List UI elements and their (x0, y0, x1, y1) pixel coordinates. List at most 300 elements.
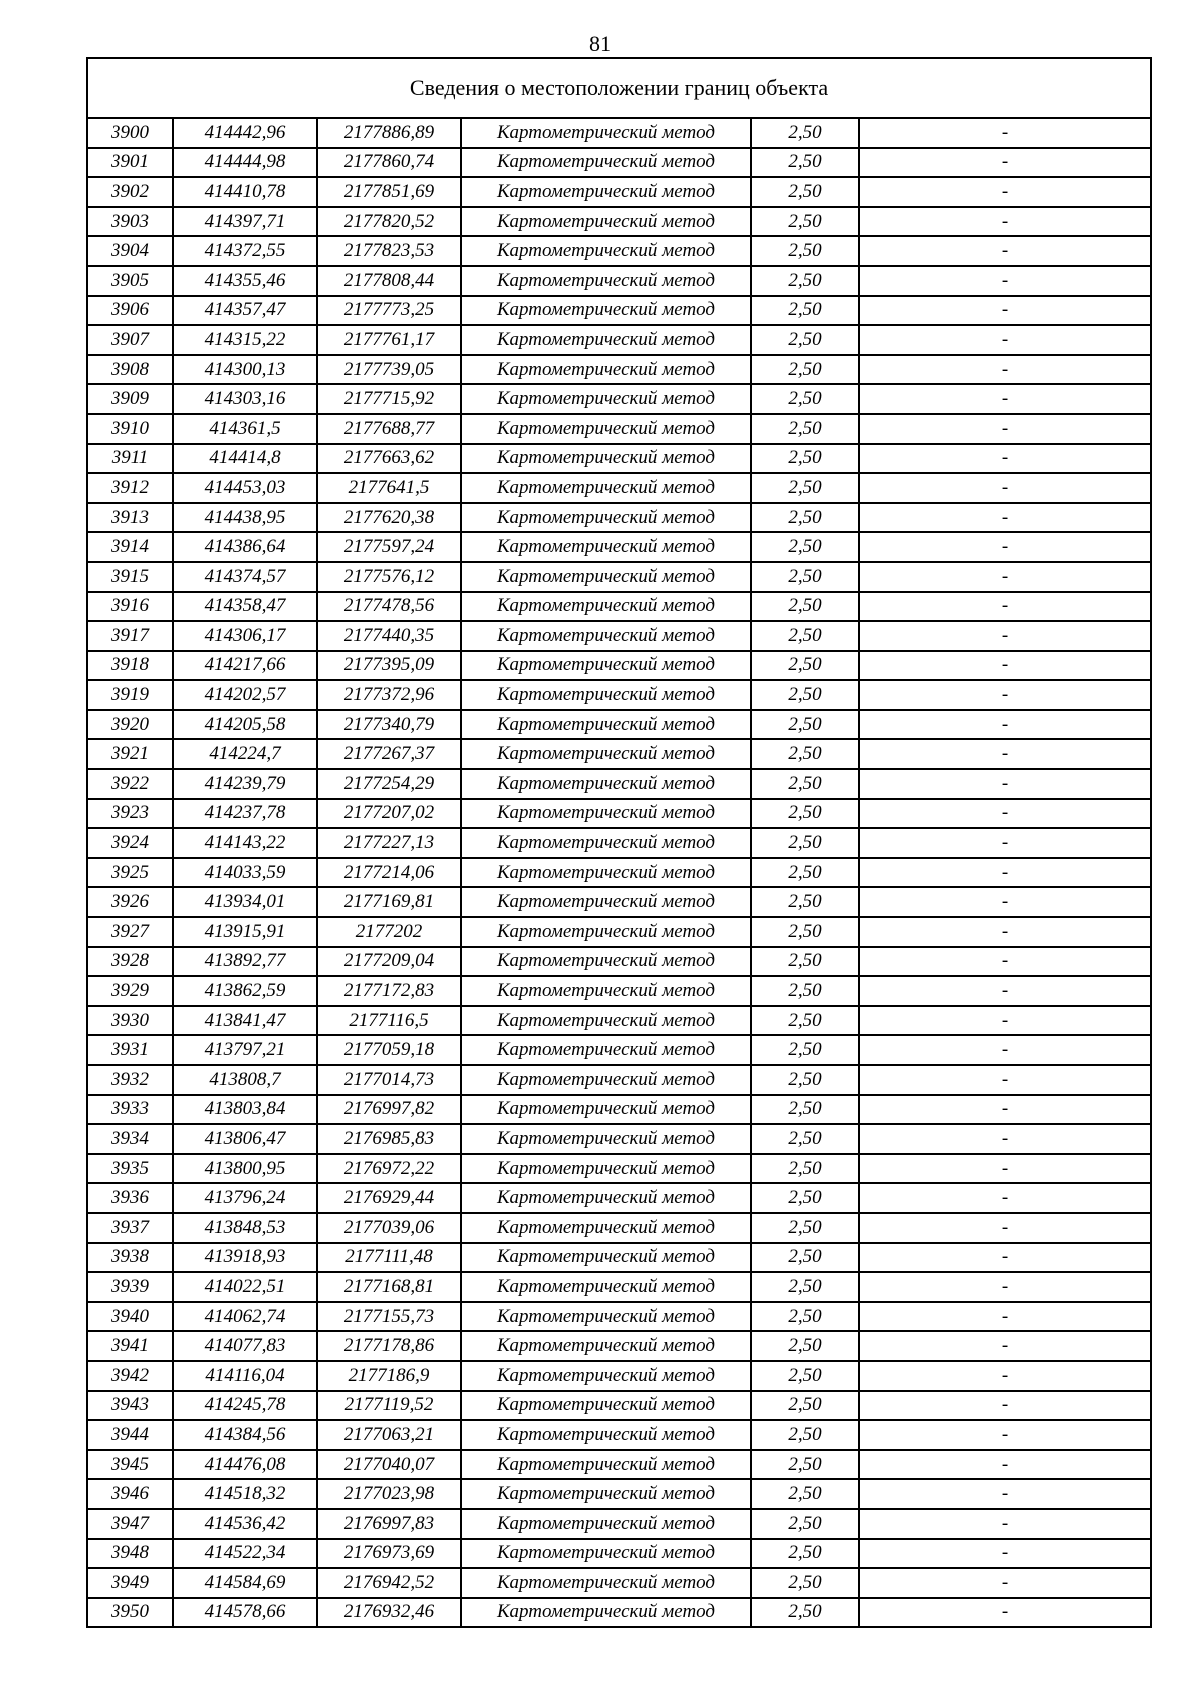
table-row (87, 976, 1151, 1006)
y-coordinate-cell: 2177886,89 (317, 118, 461, 148)
description-cell: - (859, 207, 1151, 237)
table-row (87, 917, 1151, 947)
precision-cell: 2,50 (751, 976, 859, 1006)
method-cell: Картометрический метод (461, 1302, 751, 1332)
x-coordinate-cell: 413915,91 (173, 917, 317, 947)
x-coordinate-cell: 414522,34 (173, 1539, 317, 1569)
table-row (87, 296, 1151, 326)
description-cell: - (859, 473, 1151, 503)
x-coordinate-cell: 414361,5 (173, 414, 317, 444)
precision-cell: 2,50 (751, 473, 859, 503)
description-cell: - (859, 828, 1151, 858)
method-cell: Картометрический метод (461, 1450, 751, 1480)
method-cell: Картометрический метод (461, 1361, 751, 1391)
point-number-cell: 3922 (87, 769, 173, 799)
method-cell: Картометрический метод (461, 207, 751, 237)
y-coordinate-cell: 2177063,21 (317, 1420, 461, 1450)
description-cell: - (859, 503, 1151, 533)
table-row (87, 828, 1151, 858)
x-coordinate-cell: 413848,53 (173, 1213, 317, 1243)
description-cell: - (859, 266, 1151, 296)
table-row (87, 1272, 1151, 1302)
point-number-cell: 3932 (87, 1065, 173, 1095)
table-row (87, 473, 1151, 503)
precision-cell: 2,50 (751, 917, 859, 947)
point-number-cell: 3943 (87, 1391, 173, 1421)
page-number: 81 (589, 31, 611, 56)
y-coordinate-cell: 2177715,92 (317, 384, 461, 414)
y-coordinate-cell: 2177014,73 (317, 1065, 461, 1095)
table-row (87, 1420, 1151, 1450)
precision-cell: 2,50 (751, 887, 859, 917)
method-cell: Картометрический метод (461, 1124, 751, 1154)
y-coordinate-cell: 2177116,5 (317, 1006, 461, 1036)
table-row (87, 1331, 1151, 1361)
x-coordinate-cell: 414239,79 (173, 769, 317, 799)
y-coordinate-cell: 2177395,09 (317, 651, 461, 681)
method-cell: Картометрический метод (461, 414, 751, 444)
point-number-cell: 3901 (87, 148, 173, 178)
description-cell: - (859, 1154, 1151, 1184)
precision-cell: 2,50 (751, 1154, 859, 1184)
point-number-cell: 3902 (87, 177, 173, 207)
table-row (87, 444, 1151, 474)
description-cell: - (859, 444, 1151, 474)
point-number-cell: 3905 (87, 266, 173, 296)
x-coordinate-cell: 413934,01 (173, 887, 317, 917)
method-cell: Картометрический метод (461, 947, 751, 977)
x-coordinate-cell: 414116,04 (173, 1361, 317, 1391)
x-coordinate-cell: 414303,16 (173, 384, 317, 414)
table-row (87, 532, 1151, 562)
x-coordinate-cell: 414357,47 (173, 296, 317, 326)
description-cell: - (859, 1539, 1151, 1569)
precision-cell: 2,50 (751, 651, 859, 681)
x-coordinate-cell: 414315,22 (173, 325, 317, 355)
description-cell: - (859, 1272, 1151, 1302)
x-coordinate-cell: 414442,96 (173, 118, 317, 148)
precision-cell: 2,50 (751, 503, 859, 533)
description-cell: - (859, 887, 1151, 917)
table-row (87, 355, 1151, 385)
x-coordinate-cell: 413841,47 (173, 1006, 317, 1036)
table-row (87, 947, 1151, 977)
point-number-cell: 3941 (87, 1331, 173, 1361)
method-cell: Картометрический метод (461, 266, 751, 296)
point-number-cell: 3942 (87, 1361, 173, 1391)
point-number-cell: 3949 (87, 1568, 173, 1598)
precision-cell: 2,50 (751, 858, 859, 888)
table-row (87, 325, 1151, 355)
precision-cell: 2,50 (751, 1450, 859, 1480)
description-cell: - (859, 296, 1151, 326)
description-cell: - (859, 799, 1151, 829)
method-cell: Картометрический метод (461, 828, 751, 858)
point-number-cell: 3906 (87, 296, 173, 326)
table-row (87, 1124, 1151, 1154)
table-row (87, 651, 1151, 681)
x-coordinate-cell: 414518,32 (173, 1479, 317, 1509)
point-number-cell: 3948 (87, 1539, 173, 1569)
method-cell: Картометрический метод (461, 1154, 751, 1184)
x-coordinate-cell: 414245,78 (173, 1391, 317, 1421)
table-row (87, 148, 1151, 178)
description-cell: - (859, 1006, 1151, 1036)
x-coordinate-cell: 413806,47 (173, 1124, 317, 1154)
precision-cell: 2,50 (751, 562, 859, 592)
y-coordinate-cell: 2177823,53 (317, 236, 461, 266)
precision-cell: 2,50 (751, 1331, 859, 1361)
precision-cell: 2,50 (751, 532, 859, 562)
point-number-cell: 3916 (87, 592, 173, 622)
description-cell: - (859, 680, 1151, 710)
point-number-cell: 3950 (87, 1598, 173, 1628)
point-number-cell: 3947 (87, 1509, 173, 1539)
method-cell: Картометрический метод (461, 444, 751, 474)
precision-cell: 2,50 (751, 680, 859, 710)
description-cell: - (859, 1243, 1151, 1273)
x-coordinate-cell: 414372,55 (173, 236, 317, 266)
point-number-cell: 3911 (87, 444, 173, 474)
x-coordinate-cell: 413803,84 (173, 1095, 317, 1125)
method-cell: Картометрический метод (461, 1183, 751, 1213)
description-cell: - (859, 769, 1151, 799)
description-cell: - (859, 1213, 1151, 1243)
method-cell: Картометрический метод (461, 1272, 751, 1302)
x-coordinate-cell: 414476,08 (173, 1450, 317, 1480)
precision-cell: 2,50 (751, 1272, 859, 1302)
y-coordinate-cell: 2176972,22 (317, 1154, 461, 1184)
point-number-cell: 3915 (87, 562, 173, 592)
table-row (87, 1598, 1151, 1628)
y-coordinate-cell: 2177773,25 (317, 296, 461, 326)
x-coordinate-cell: 414077,83 (173, 1331, 317, 1361)
point-number-cell: 3933 (87, 1095, 173, 1125)
description-cell: - (859, 1509, 1151, 1539)
x-coordinate-cell: 414306,17 (173, 621, 317, 651)
point-number-cell: 3914 (87, 532, 173, 562)
x-coordinate-cell: 413808,7 (173, 1065, 317, 1095)
description-cell: - (859, 1183, 1151, 1213)
method-cell: Картометрический метод (461, 296, 751, 326)
table-row (87, 710, 1151, 740)
point-number-cell: 3931 (87, 1035, 173, 1065)
method-cell: Картометрический метод (461, 1509, 751, 1539)
method-cell: Картометрический метод (461, 1006, 751, 1036)
point-number-cell: 3924 (87, 828, 173, 858)
method-cell: Картометрический метод (461, 118, 751, 148)
table-row (87, 1065, 1151, 1095)
table-row (87, 1243, 1151, 1273)
y-coordinate-cell: 2177641,5 (317, 473, 461, 503)
description-cell: - (859, 325, 1151, 355)
table-row (87, 858, 1151, 888)
y-coordinate-cell: 2176997,82 (317, 1095, 461, 1125)
table-row (87, 1509, 1151, 1539)
y-coordinate-cell: 2177620,38 (317, 503, 461, 533)
description-cell: - (859, 592, 1151, 622)
method-cell: Картометрический метод (461, 739, 751, 769)
y-coordinate-cell: 2177340,79 (317, 710, 461, 740)
precision-cell: 2,50 (751, 1539, 859, 1569)
x-coordinate-cell: 414143,22 (173, 828, 317, 858)
precision-cell: 2,50 (751, 1183, 859, 1213)
x-coordinate-cell: 414237,78 (173, 799, 317, 829)
table-row (87, 207, 1151, 237)
precision-cell: 2,50 (751, 1391, 859, 1421)
x-coordinate-cell: 414202,57 (173, 680, 317, 710)
precision-cell: 2,50 (751, 444, 859, 474)
x-coordinate-cell: 413797,21 (173, 1035, 317, 1065)
method-cell: Картометрический метод (461, 384, 751, 414)
table-body (87, 118, 1151, 1627)
precision-cell: 2,50 (751, 384, 859, 414)
method-cell: Картометрический метод (461, 976, 751, 1006)
x-coordinate-cell: 414438,95 (173, 503, 317, 533)
y-coordinate-cell: 2177059,18 (317, 1035, 461, 1065)
table-row (87, 414, 1151, 444)
point-number-cell: 3918 (87, 651, 173, 681)
method-cell: Картометрический метод (461, 680, 751, 710)
table-row (87, 562, 1151, 592)
y-coordinate-cell: 2177663,62 (317, 444, 461, 474)
method-cell: Картометрический метод (461, 1331, 751, 1361)
method-cell: Картометрический метод (461, 1391, 751, 1421)
precision-cell: 2,50 (751, 1035, 859, 1065)
table-row (87, 118, 1151, 148)
y-coordinate-cell: 2177254,29 (317, 769, 461, 799)
method-cell: Картометрический метод (461, 1065, 751, 1095)
x-coordinate-cell: 414300,13 (173, 355, 317, 385)
y-coordinate-cell: 2177478,56 (317, 592, 461, 622)
table-row (87, 680, 1151, 710)
x-coordinate-cell: 414584,69 (173, 1568, 317, 1598)
precision-cell: 2,50 (751, 947, 859, 977)
point-number-cell: 3936 (87, 1183, 173, 1213)
method-cell: Картометрический метод (461, 799, 751, 829)
x-coordinate-cell: 414384,56 (173, 1420, 317, 1450)
table-row (87, 1361, 1151, 1391)
table-row (87, 1183, 1151, 1213)
point-number-cell: 3904 (87, 236, 173, 266)
precision-cell: 2,50 (751, 266, 859, 296)
method-cell: Картометрический метод (461, 887, 751, 917)
point-number-cell: 3927 (87, 917, 173, 947)
method-cell: Картометрический метод (461, 1420, 751, 1450)
point-number-cell: 3913 (87, 503, 173, 533)
method-cell: Картометрический метод (461, 503, 751, 533)
x-coordinate-cell: 413862,59 (173, 976, 317, 1006)
point-number-cell: 3910 (87, 414, 173, 444)
x-coordinate-cell: 414386,64 (173, 532, 317, 562)
description-cell: - (859, 976, 1151, 1006)
x-coordinate-cell: 414224,7 (173, 739, 317, 769)
precision-cell: 2,50 (751, 621, 859, 651)
table-row (87, 1450, 1151, 1480)
point-number-cell: 3921 (87, 739, 173, 769)
x-coordinate-cell: 414355,46 (173, 266, 317, 296)
description-cell: - (859, 1124, 1151, 1154)
point-number-cell: 3930 (87, 1006, 173, 1036)
description-cell: - (859, 1331, 1151, 1361)
description-cell: - (859, 177, 1151, 207)
precision-cell: 2,50 (751, 207, 859, 237)
y-coordinate-cell: 2177739,05 (317, 355, 461, 385)
table-row (87, 1479, 1151, 1509)
point-number-cell: 3908 (87, 355, 173, 385)
y-coordinate-cell: 2177440,35 (317, 621, 461, 651)
description-cell: - (859, 1361, 1151, 1391)
precision-cell: 2,50 (751, 1006, 859, 1036)
point-number-cell: 3946 (87, 1479, 173, 1509)
x-coordinate-cell: 413796,24 (173, 1183, 317, 1213)
precision-cell: 2,50 (751, 769, 859, 799)
description-cell: - (859, 1095, 1151, 1125)
precision-cell: 2,50 (751, 148, 859, 178)
point-number-cell: 3903 (87, 207, 173, 237)
table-row (87, 266, 1151, 296)
description-cell: - (859, 118, 1151, 148)
y-coordinate-cell: 2177111,48 (317, 1243, 461, 1273)
method-cell: Картометрический метод (461, 1035, 751, 1065)
description-cell: - (859, 1065, 1151, 1095)
x-coordinate-cell: 414410,78 (173, 177, 317, 207)
x-coordinate-cell: 414022,51 (173, 1272, 317, 1302)
y-coordinate-cell: 2177688,77 (317, 414, 461, 444)
y-coordinate-cell: 2176997,83 (317, 1509, 461, 1539)
precision-cell: 2,50 (751, 592, 859, 622)
y-coordinate-cell: 2176942,52 (317, 1568, 461, 1598)
description-cell: - (859, 414, 1151, 444)
y-coordinate-cell: 2177820,52 (317, 207, 461, 237)
point-number-cell: 3920 (87, 710, 173, 740)
table-row (87, 1095, 1151, 1125)
precision-cell: 2,50 (751, 325, 859, 355)
y-coordinate-cell: 2177227,13 (317, 828, 461, 858)
point-number-cell: 3929 (87, 976, 173, 1006)
precision-cell: 2,50 (751, 799, 859, 829)
x-coordinate-cell: 414205,58 (173, 710, 317, 740)
precision-cell: 2,50 (751, 828, 859, 858)
precision-cell: 2,50 (751, 414, 859, 444)
method-cell: Картометрический метод (461, 858, 751, 888)
precision-cell: 2,50 (751, 355, 859, 385)
y-coordinate-cell: 2177169,81 (317, 887, 461, 917)
method-cell: Картометрический метод (461, 592, 751, 622)
point-number-cell: 3940 (87, 1302, 173, 1332)
y-coordinate-cell: 2177168,81 (317, 1272, 461, 1302)
method-cell: Картометрический метод (461, 148, 751, 178)
description-cell: - (859, 858, 1151, 888)
x-coordinate-cell: 414536,42 (173, 1509, 317, 1539)
point-number-cell: 3928 (87, 947, 173, 977)
x-coordinate-cell: 414033,59 (173, 858, 317, 888)
point-number-cell: 3919 (87, 680, 173, 710)
description-cell: - (859, 532, 1151, 562)
method-cell: Картометрический метод (461, 325, 751, 355)
precision-cell: 2,50 (751, 1361, 859, 1391)
y-coordinate-cell: 2177576,12 (317, 562, 461, 592)
table-row (87, 384, 1151, 414)
description-cell: - (859, 1420, 1151, 1450)
precision-cell: 2,50 (751, 1095, 859, 1125)
method-cell: Картометрический метод (461, 621, 751, 651)
point-number-cell: 3937 (87, 1213, 173, 1243)
description-cell: - (859, 355, 1151, 385)
method-cell: Картометрический метод (461, 917, 751, 947)
point-number-cell: 3945 (87, 1450, 173, 1480)
method-cell: Картометрический метод (461, 1243, 751, 1273)
method-cell: Картометрический метод (461, 562, 751, 592)
x-coordinate-cell: 413892,77 (173, 947, 317, 977)
description-cell: - (859, 947, 1151, 977)
description-cell: - (859, 1479, 1151, 1509)
y-coordinate-cell: 2177202 (317, 917, 461, 947)
y-coordinate-cell: 2176973,69 (317, 1539, 461, 1569)
method-cell: Картометрический метод (461, 1598, 751, 1628)
table-row (87, 1568, 1151, 1598)
y-coordinate-cell: 2177040,07 (317, 1450, 461, 1480)
precision-cell: 2,50 (751, 710, 859, 740)
description-cell: - (859, 1598, 1151, 1628)
method-cell: Картометрический метод (461, 532, 751, 562)
description-cell: - (859, 562, 1151, 592)
y-coordinate-cell: 2177186,9 (317, 1361, 461, 1391)
x-coordinate-cell: 414397,71 (173, 207, 317, 237)
x-coordinate-cell: 413800,95 (173, 1154, 317, 1184)
table-row (87, 769, 1151, 799)
description-cell: - (859, 739, 1151, 769)
method-cell: Картометрический метод (461, 651, 751, 681)
table-row (87, 1006, 1151, 1036)
table-row (87, 236, 1151, 266)
y-coordinate-cell: 2176932,46 (317, 1598, 461, 1628)
description-cell: - (859, 1391, 1151, 1421)
precision-cell: 2,50 (751, 177, 859, 207)
y-coordinate-cell: 2177155,73 (317, 1302, 461, 1332)
precision-cell: 2,50 (751, 1124, 859, 1154)
description-cell: - (859, 917, 1151, 947)
point-number-cell: 3907 (87, 325, 173, 355)
table-row (87, 1302, 1151, 1332)
precision-cell: 2,50 (751, 1213, 859, 1243)
precision-cell: 2,50 (751, 739, 859, 769)
y-coordinate-cell: 2177761,17 (317, 325, 461, 355)
method-cell: Картометрический метод (461, 236, 751, 266)
precision-cell: 2,50 (751, 1243, 859, 1273)
boundary-table (86, 57, 1152, 1628)
description-cell: - (859, 1035, 1151, 1065)
point-number-cell: 3938 (87, 1243, 173, 1273)
precision-cell: 2,50 (751, 236, 859, 266)
x-coordinate-cell: 414453,03 (173, 473, 317, 503)
y-coordinate-cell: 2177023,98 (317, 1479, 461, 1509)
method-cell: Картометрический метод (461, 769, 751, 799)
x-coordinate-cell: 414414,8 (173, 444, 317, 474)
y-coordinate-cell: 2177209,04 (317, 947, 461, 977)
y-coordinate-cell: 2177372,96 (317, 680, 461, 710)
method-cell: Картометрический метод (461, 1213, 751, 1243)
table-row (87, 621, 1151, 651)
table-row (87, 887, 1151, 917)
precision-cell: 2,50 (751, 1568, 859, 1598)
precision-cell: 2,50 (751, 1065, 859, 1095)
y-coordinate-cell: 2176929,44 (317, 1183, 461, 1213)
description-cell: - (859, 1302, 1151, 1332)
precision-cell: 2,50 (751, 1420, 859, 1450)
point-number-cell: 3909 (87, 384, 173, 414)
method-cell: Картометрический метод (461, 355, 751, 385)
